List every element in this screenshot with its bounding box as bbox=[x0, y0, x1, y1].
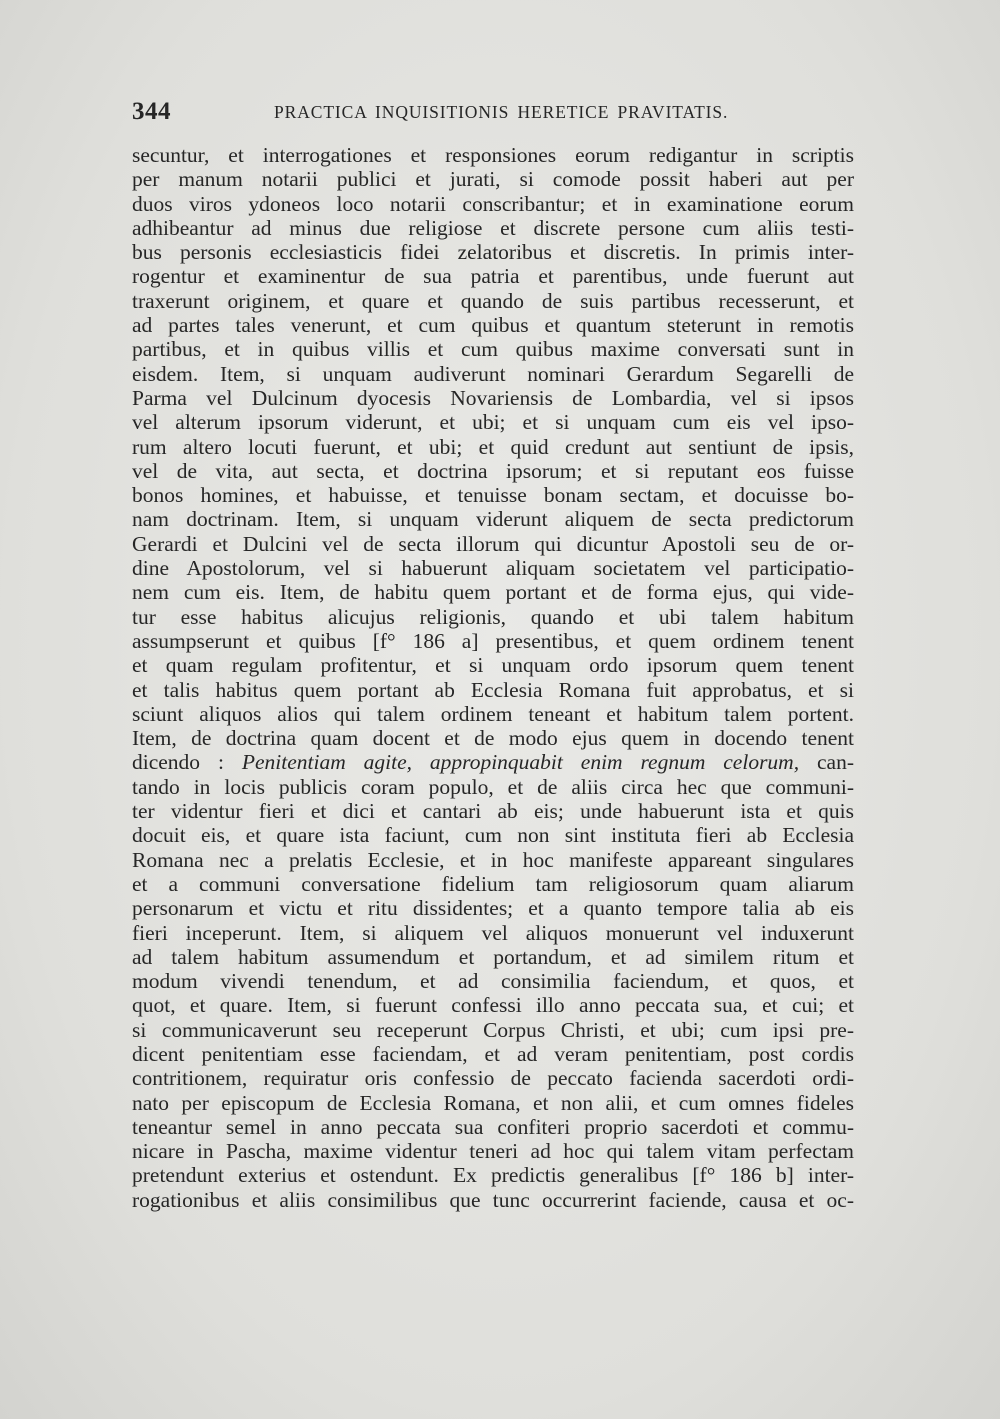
text-line: rum altero locuti fuerunt, et ubi; et quid credunt aut sentiunt de ipsis, bbox=[132, 434, 854, 459]
text-line: partibus, et in quibus villis et cum quibus maxime conversati sunt in bbox=[132, 337, 854, 362]
text-line: Parma vel Dulcinum dyocesis Novariensis de Lombardia, vel si ipsos bbox=[132, 385, 854, 410]
text-line: dine Apostolorum, vel si habuerunt aliquam societatem vel participatio- bbox=[132, 556, 854, 581]
text-line: tando in locis publicis coram populo, et de aliis circa hec que communi- bbox=[132, 774, 854, 799]
text-line: eisdem. Item, si unquam audiverunt nominari Gerardum Segarelli de bbox=[132, 361, 854, 386]
text-line: si communicaverunt seu receperunt Corpus Christi, et ubi; cum ipsi pre- bbox=[132, 1017, 854, 1042]
text-line: ad partes tales venerunt, et cum quibus et quantum steterunt in remotis bbox=[132, 313, 854, 338]
text-line: Item, de doctrina quam docent et de modo ejus quem in docendo tenent bbox=[132, 726, 854, 751]
page-number: 344 bbox=[132, 98, 171, 125]
text-line: et quam regulam profitentur, et si unquam ordo ipsorum quem tenent bbox=[132, 653, 854, 678]
text-line: assumpserunt et quibus [f° 186 a] presentibus, et quem ordinem tenent bbox=[132, 628, 854, 653]
text-line: personarum et victu et ritu dissidentes; et a quanto tempore talia ab eis bbox=[132, 896, 854, 921]
text-line: bus personis ecclesiasticis fidei zelatoribus et discretis. In primis inter- bbox=[132, 240, 854, 265]
text-line: adhibeantur ad minus due religiose et discrete persone cum aliis testi- bbox=[132, 215, 854, 240]
text-segment: can- bbox=[799, 750, 854, 775]
text-line: Gerardi et Dulcini vel de secta illorum qui dicuntur Apostoli seu de or- bbox=[132, 531, 854, 556]
text-line: vel de vita, aut secta, et doctrina ipsorum; et si reputant eos fuisse bbox=[132, 458, 854, 483]
text-line: contritionem, requiratur oris confessio de peccato facienda sacerdoti ordi- bbox=[132, 1066, 854, 1091]
text-line: sciunt aliquos alios qui talem ordinem teneant et habitum talem portent. bbox=[132, 701, 854, 726]
text-line: et talis habitus quem portant ab Ecclesia Romana fuit approbatus, et si bbox=[132, 677, 854, 702]
text-line: bonos homines, et habuisse, et tenuisse bonam sectam, et docuisse bo- bbox=[132, 483, 854, 508]
page-header bbox=[132, 98, 854, 132]
text-line: rogationibus et aliis consimilibus que tunc occurrerint faciende, causa et oc- bbox=[132, 1187, 854, 1212]
text-line: secuntur, et interrogationes et responsiones eorum redigantur in scriptis bbox=[132, 143, 854, 167]
text-line: tur esse habitus alicujus religionis, quando et ubi talem habitum bbox=[132, 604, 854, 629]
text-line: ter videntur fieri et dici et cantari ab eis; unde habuerunt ista et quis bbox=[132, 799, 854, 824]
text-line: nam doctrinam. Item, si unquam viderunt aliquem de secta predictorum bbox=[132, 507, 854, 532]
text-line: nicare in Pascha, maxime videntur teneri ad hoc qui talem vitam perfectam bbox=[132, 1139, 854, 1164]
text-line bbox=[132, 750, 854, 774]
text-segment: dicendo : bbox=[132, 750, 242, 775]
italic-quotation: Penitentiam agite, appropinquabit enim regnum celorum, bbox=[241, 750, 800, 775]
text-line: per manum notarii publici et jurati, si comode possit haberi aut per bbox=[132, 167, 854, 192]
text-line: rogentur et examinentur de sua patria et parentibus, unde fuerunt aut bbox=[132, 264, 854, 289]
text-line: duos viros ydoneos loco notarii conscribantur; et in examinatione eorum bbox=[132, 191, 854, 216]
text-line: dicent penitentiam esse faciendam, et ad veram penitentiam, post cordis bbox=[132, 1041, 854, 1066]
text-line: teneantur semel in anno peccata sua confiteri proprio sacerdoti et commu- bbox=[132, 1114, 854, 1139]
text-line: fieri inceperunt. Item, si aliquem vel aliquos monuerunt vel induxerunt bbox=[132, 920, 854, 945]
text-line: nem cum eis. Item, de habitu quem portant et de forma ejus, qui vide- bbox=[132, 580, 854, 605]
text-line: traxerunt originem, et quare et quando de suis partibus recesserunt, et bbox=[132, 288, 854, 313]
text-line: modum vivendi tenendum, et ad consimilia faciendum, et quos, et bbox=[132, 969, 854, 994]
text-line: pretendunt exterius et ostendunt. Ex predictis generalibus [f° 186 b] inter- bbox=[132, 1163, 854, 1188]
running-title: PRACTICA INQUISITIONIS HERETICE PRAVITATIS. bbox=[274, 102, 729, 122]
text-line: vel alterum ipsorum viderunt, et ubi; et si unquam cum eis vel ipso- bbox=[132, 410, 854, 435]
text-line: quot, et quare. Item, si fuerunt confessi illo anno peccata sua, et cui; et bbox=[132, 993, 854, 1018]
text-line: nato per episcopum de Ecclesia Romana, et non alii, et cum omnes fideles bbox=[132, 1090, 854, 1115]
body-text bbox=[132, 143, 854, 1212]
text-line: et a communi conversatione fidelium tam religiosorum quam aliarum bbox=[132, 871, 854, 896]
text-line: ad talem habitum assumendum et portandum, et ad similem ritum et bbox=[132, 944, 854, 969]
text-line: docuit eis, et quare ista faciunt, cum non sint instituta fieri ab Ecclesia bbox=[132, 823, 854, 848]
text-line: Romana nec a prelatis Ecclesie, et in hoc manifeste appareant singulares bbox=[132, 847, 854, 872]
